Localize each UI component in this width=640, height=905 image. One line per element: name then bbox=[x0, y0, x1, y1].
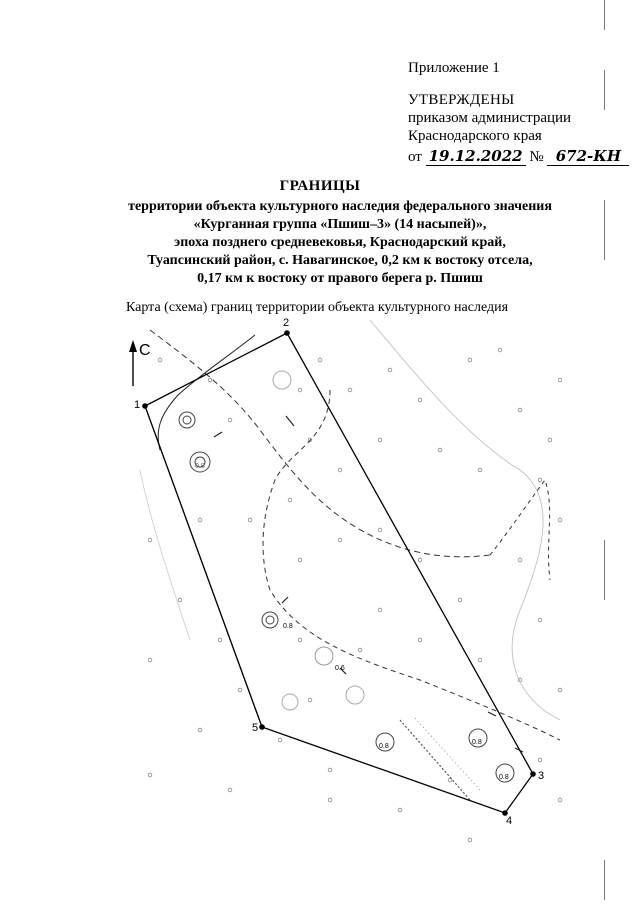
north-arrow-head bbox=[129, 340, 137, 352]
mound-label: 0.8 bbox=[499, 774, 509, 781]
north-label: С bbox=[139, 342, 151, 359]
from-label: от bbox=[408, 149, 422, 165]
number-label: № bbox=[529, 149, 544, 165]
dashed-contour-line bbox=[490, 480, 550, 580]
title-line-5: 0,17 км к востоку от правого берега р. Пшиш bbox=[197, 271, 483, 286]
mound-symbols bbox=[179, 371, 514, 782]
title-line-1: территории объекта культурного наследия федерального значения bbox=[128, 199, 552, 214]
mound-label: 0.8 bbox=[379, 743, 389, 750]
boundary-segment bbox=[145, 406, 262, 727]
dashed-boundary-line bbox=[150, 330, 490, 557]
title-line-4: Туапсинский район, с. Навагинское, 0,2 км к востоку отсела, bbox=[147, 253, 533, 268]
boundary-point-marker bbox=[259, 724, 265, 730]
order-line-1: приказом администрации bbox=[408, 110, 572, 126]
mound-label: 0.8 bbox=[195, 463, 205, 470]
point-label-1: 1 bbox=[134, 399, 141, 411]
point-label-3: 3 bbox=[538, 770, 545, 782]
order-line-2: Краснодарского края bbox=[408, 128, 542, 144]
mound-label: 0.8 bbox=[283, 623, 293, 630]
approved-heading: УТВЕРЖДЕНЫ bbox=[408, 92, 515, 108]
path-line bbox=[158, 335, 255, 450]
embankment-hatch bbox=[415, 718, 480, 790]
profile-markers bbox=[214, 416, 523, 752]
boundary-point-marker bbox=[530, 771, 536, 777]
handwritten-number: 672-КН bbox=[547, 147, 629, 166]
point-label-2: 2 bbox=[283, 317, 290, 329]
handwritten-date: 19.12.2022 bbox=[426, 147, 526, 166]
boundary-point-marker bbox=[142, 403, 148, 409]
map-caption: Карта (схема) границ территории объекта культурного наследия bbox=[126, 300, 509, 315]
document-title: ГРАНИЦЫ bbox=[279, 178, 361, 194]
dashed-contour-line bbox=[263, 390, 560, 740]
vegetation-symbols bbox=[148, 348, 562, 842]
mound-label: 0.6 bbox=[335, 665, 345, 672]
mound-label: 0.8 bbox=[472, 739, 482, 746]
appendix-label: Приложение 1 bbox=[408, 60, 500, 76]
boundary-point-marker bbox=[284, 330, 290, 336]
contour-line bbox=[370, 320, 560, 720]
point-label-4: 4 bbox=[506, 815, 513, 827]
title-line-3: эпоха позднего средневековья, Краснодарский край, bbox=[174, 235, 506, 250]
contour-line bbox=[140, 470, 190, 640]
point-label-5: 5 bbox=[252, 722, 259, 734]
title-line-2: «Курганная группа «Пшиш–3» (14 насыпей)», bbox=[193, 217, 487, 232]
